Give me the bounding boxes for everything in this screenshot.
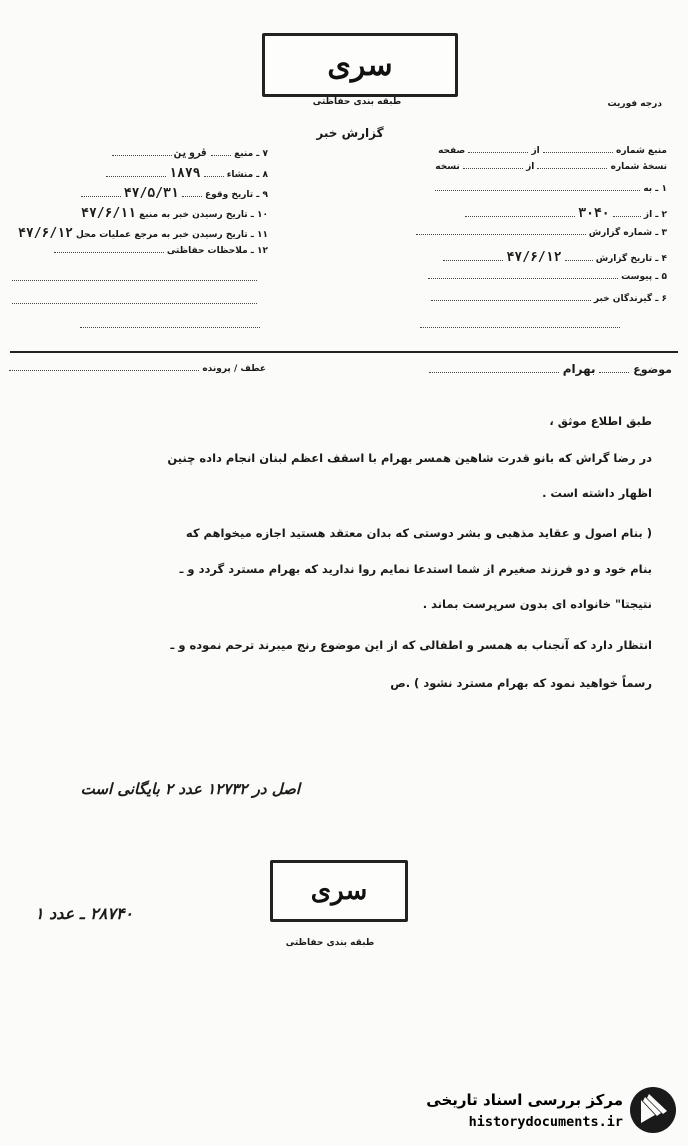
- handwritten-file-number: ۲۸۷۴۰ ـ عدد ۱: [34, 904, 133, 923]
- filler-line: [12, 303, 257, 304]
- filler-line: [80, 327, 260, 328]
- body-line-2: در رضا گراش که بانو قدرت شاهین همسر بهرام با اسقف اعظم لبنان انجام داده چنین: [167, 451, 652, 465]
- field-operations-receipt-date: ۱۱ ـ تاریخ رسیدن خبر به مرجع عملیات محل ۴۷/۶/۱۲: [18, 226, 268, 241]
- field-from: ۲ ـ از ۳۰۴۰: [415, 206, 667, 228]
- body-line-8: رسماً خواهید نمود که بهرام مسترد نشود ) .ص: [390, 676, 652, 690]
- field-attachment: ۵ ـ پیوست: [415, 272, 667, 294]
- field-origin: ۸ ـ منشاء ۱۸۷۹: [6, 166, 268, 186]
- left-fields: [6, 146, 268, 266]
- body-line-1: طبق اطلاع موثق ،: [549, 414, 652, 428]
- logo-url: historydocuments.ir: [468, 1114, 623, 1130]
- logo-name: مرکز بررسی اسناد تاریخی: [426, 1091, 623, 1109]
- book-emblem-icon: [629, 1085, 677, 1135]
- classification-stamp-top: [262, 33, 458, 97]
- body-line-3: اظهار داشته است .: [542, 486, 652, 500]
- field-source: ۷ ـ منبع فروین: [6, 146, 268, 166]
- report-title: گزارش خبر: [316, 126, 384, 140]
- field-copy-number: نسخهٔ شماره از نسخه: [435, 162, 667, 172]
- urgency-label: درجه فوریت: [607, 99, 662, 109]
- right-fields: [415, 146, 667, 316]
- field-source-number: منبع شماره از صفحه: [438, 146, 667, 156]
- stamp-caption-bottom: طبقه بندی حفاظتی: [285, 938, 375, 948]
- filler-line: [12, 280, 257, 281]
- subject-row: موضوع بهرام: [420, 362, 672, 376]
- header-divider: [10, 351, 678, 353]
- classification-stamp-bottom: [270, 860, 408, 922]
- body-line-6: نتیجتا" خانواده ای بدون سرپرست بماند .: [422, 597, 652, 611]
- filler-line: [420, 327, 620, 328]
- field-recipients: ۶ ـ گیرندگان خبر: [415, 294, 667, 316]
- field-report-number: ۳ ـ شماره گزارش: [415, 228, 667, 250]
- field-source-receipt-date: ۱۰ ـ تاریخ رسیدن خبر به منبع ۴۷/۶/۱۱: [81, 206, 268, 221]
- body-line-7: انتظار دارد که آنجناب به همسر و اطفالی که از این موضوع رنج میبرند ترحم نموده و ـ: [170, 638, 652, 652]
- stamp-text: سری: [327, 47, 393, 83]
- field-occurrence-date: ۹ ـ تاریخ وقوع ۴۷/۵/۳۱: [6, 186, 268, 206]
- field-to: ۱ ـ به: [415, 184, 667, 206]
- body-line-5: بنام خود و دو فرزند صغیرم از شما استدعا نمایم روا ندارید که بهرام مسترد گردد و ـ: [179, 562, 652, 576]
- stamp-text: سری: [310, 876, 368, 906]
- field-security-notes: ۱۲ ـ ملاحظات حفاظتی: [6, 246, 268, 266]
- reference-row: عطف / پرونده: [8, 364, 266, 374]
- field-report-date: ۴ ـ تاریخ گزارش ۴۷/۶/۱۲: [415, 250, 667, 272]
- body-line-4: ( بنام اصول و عقاید مذهبی و بشر دوستی که بدان معتقد هستید اجازه میخواهم که: [185, 526, 652, 540]
- stamp-caption-top: طبقه بندی حفاظتی: [312, 97, 402, 107]
- handwritten-archive-note: اصل در ۱۲۷۳۲ عدد ۲ بایگانی است: [80, 780, 300, 798]
- archive-logo: [405, 1085, 680, 1137]
